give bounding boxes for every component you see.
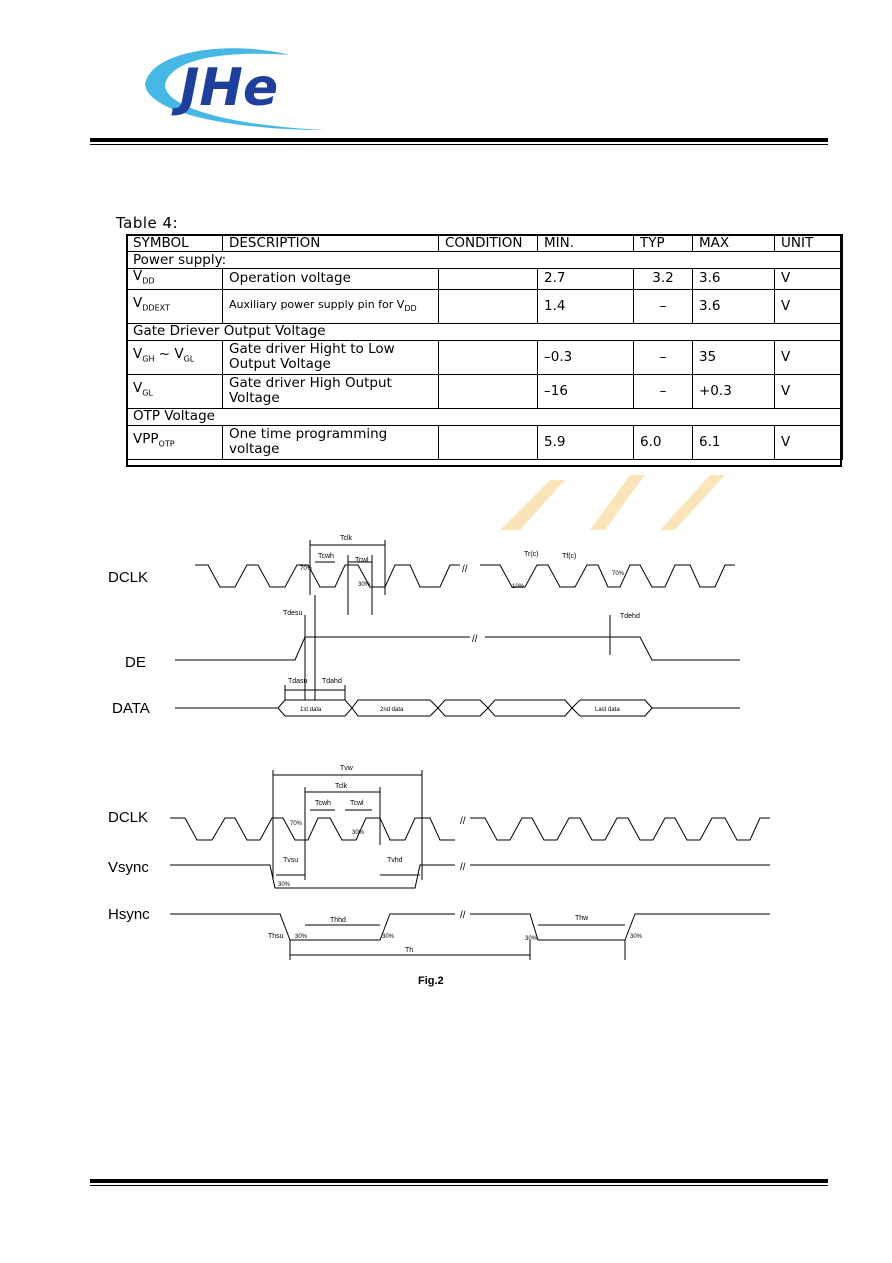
spec-table <box>126 234 843 460</box>
cell-max: 35 <box>693 340 775 374</box>
table-row <box>127 269 843 290</box>
label-tdasu: Tdasu <box>288 678 308 685</box>
cell-symbol: $VPP_{OTP}$ <box>127 425 223 459</box>
table-header-row <box>127 235 843 252</box>
svg-text:70%: 70% <box>300 566 313 572</box>
label-thhd: Thhd <box>330 917 346 924</box>
data-cell-2: 2nd data <box>380 707 404 713</box>
svg-text:10%: 10% <box>512 584 525 590</box>
cell-unit: V <box>775 425 843 459</box>
header-condition: CONDITION <box>439 235 538 252</box>
section-row-power <box>127 252 843 269</box>
cell-description: One time programming voltage <box>223 425 439 459</box>
cell-min: –16 <box>538 374 634 408</box>
svg-text:30%: 30% <box>278 882 291 888</box>
cell-description: Gate driver Hight to Low Output Voltage <box>223 340 439 374</box>
label-tvhd: Tvhd <box>387 857 403 864</box>
svg-text:30%: 30% <box>630 934 643 940</box>
timing-diagram <box>100 500 800 1000</box>
label-tcwl-2: Tcwl <box>350 800 364 807</box>
header-symbol: SYMBOL <box>127 235 223 252</box>
cell-description: Auxiliary power supply pin for $V_{DD}$ <box>223 289 439 323</box>
cell-min: 1.4 <box>538 289 634 323</box>
label-thsu: Thsu <box>268 933 284 940</box>
header-unit: UNIT <box>775 235 843 252</box>
data-cell-1: 1st data <box>300 707 322 713</box>
svg-text://: // <box>460 910 466 921</box>
cell-typ: 6.0 <box>634 425 693 459</box>
cell-typ: – <box>634 340 693 374</box>
cell-max: 3.6 <box>693 269 775 290</box>
header-max: MAX <box>693 235 775 252</box>
cell-symbol: $V_{DD}$ <box>127 269 223 290</box>
hsync-waveform <box>170 914 770 940</box>
footer-rule <box>90 1179 828 1183</box>
table-row <box>127 289 843 323</box>
dclk-2-waveform <box>170 818 770 840</box>
company-logo <box>140 30 340 140</box>
de-waveform <box>175 637 740 660</box>
signal-label-dclk-2: DCLK <box>108 809 149 826</box>
svg-text:70%: 70% <box>290 821 303 827</box>
label-tvw: Tvw <box>340 765 353 772</box>
header-typ: TYP <box>634 235 693 252</box>
signal-label-de: DE <box>125 654 146 671</box>
cell-max: 6.1 <box>693 425 775 459</box>
svg-text://: // <box>472 634 478 645</box>
label-tcwl: Tcwl <box>355 557 369 564</box>
section-otp: OTP Voltage <box>127 408 843 425</box>
svg-text:30%: 30% <box>382 934 395 940</box>
figure-caption: Fig.2 <box>418 975 444 987</box>
section-gate: Gate Driever Output Voltage <box>127 323 843 340</box>
table-row <box>127 425 843 459</box>
logo-text: JHe <box>180 58 279 118</box>
header-rule-thin <box>90 144 828 145</box>
cell-typ: – <box>634 289 693 323</box>
cell-description: Gate driver High Output Voltage <box>223 374 439 408</box>
signal-label-data: DATA <box>112 700 150 717</box>
section-row-gate <box>127 323 843 340</box>
cell-min: –0.3 <box>538 340 634 374</box>
label-tcwh-2: Tcwh <box>315 800 331 807</box>
cell-min: 5.9 <box>538 425 634 459</box>
table-row <box>127 374 843 408</box>
svg-text:70%: 70% <box>612 571 625 577</box>
cell-condition <box>439 425 538 459</box>
label-th: Th <box>405 947 414 954</box>
svg-text:30%: 30% <box>358 582 371 588</box>
cell-unit: V <box>775 289 843 323</box>
cell-description: Operation voltage <box>223 269 439 290</box>
label-trc: Tr(c) <box>524 551 539 558</box>
cell-condition <box>439 374 538 408</box>
cell-unit: V <box>775 269 843 290</box>
label-tfc: Tf(c) <box>562 553 577 560</box>
cell-symbol: $V_{GH}$ ~ $V_{GL}$ <box>127 340 223 374</box>
cell-max: 3.6 <box>693 289 775 323</box>
svg-text:30%: 30% <box>525 936 538 942</box>
table-caption: Table 4: <box>116 214 179 232</box>
cell-typ: – <box>634 374 693 408</box>
svg-text://: // <box>462 564 468 575</box>
signal-label-vsync: Vsync <box>108 859 149 876</box>
header-description: DESCRIPTION <box>223 235 439 252</box>
data-waveform <box>175 700 740 716</box>
data-cell-last: Last data <box>595 707 620 713</box>
section-power: Power supply: <box>127 252 843 269</box>
cell-condition <box>439 289 538 323</box>
svg-text://: // <box>460 816 466 827</box>
svg-text:30%: 30% <box>295 934 308 940</box>
header-rule <box>90 138 828 142</box>
footer-rule-thin <box>90 1185 828 1186</box>
svg-text:30%: 30% <box>352 830 365 836</box>
label-tdesu: Tdesu <box>283 610 303 617</box>
label-tcwh: Tcwh <box>318 553 334 560</box>
vsync-waveform <box>170 865 770 888</box>
section-row-otp <box>127 408 843 425</box>
header-min: MIN. <box>538 235 634 252</box>
cell-symbol: $V_{DDEXT}$ <box>127 289 223 323</box>
cell-min: 2.7 <box>538 269 634 290</box>
svg-text://: // <box>460 862 466 873</box>
cell-unit: V <box>775 340 843 374</box>
cell-typ: 3.2 <box>634 269 693 290</box>
cell-max: +0.3 <box>693 374 775 408</box>
label-tvsu: Tvsu <box>283 857 299 864</box>
cell-symbol: $V_{GL}$ <box>127 374 223 408</box>
label-tdehd: Tdehd <box>620 613 640 620</box>
signal-label-hsync: Hsync <box>108 906 150 923</box>
label-thw: Thw <box>575 915 589 922</box>
label-tclk-2: Tclk <box>335 783 348 790</box>
label-tdahd: Tdahd <box>322 678 342 685</box>
table-row <box>127 340 843 374</box>
cell-condition <box>439 269 538 290</box>
cell-condition <box>439 340 538 374</box>
cell-unit: V <box>775 374 843 408</box>
signal-label-dclk: DCLK <box>108 569 149 586</box>
label-tclk: Tclk <box>340 535 353 542</box>
